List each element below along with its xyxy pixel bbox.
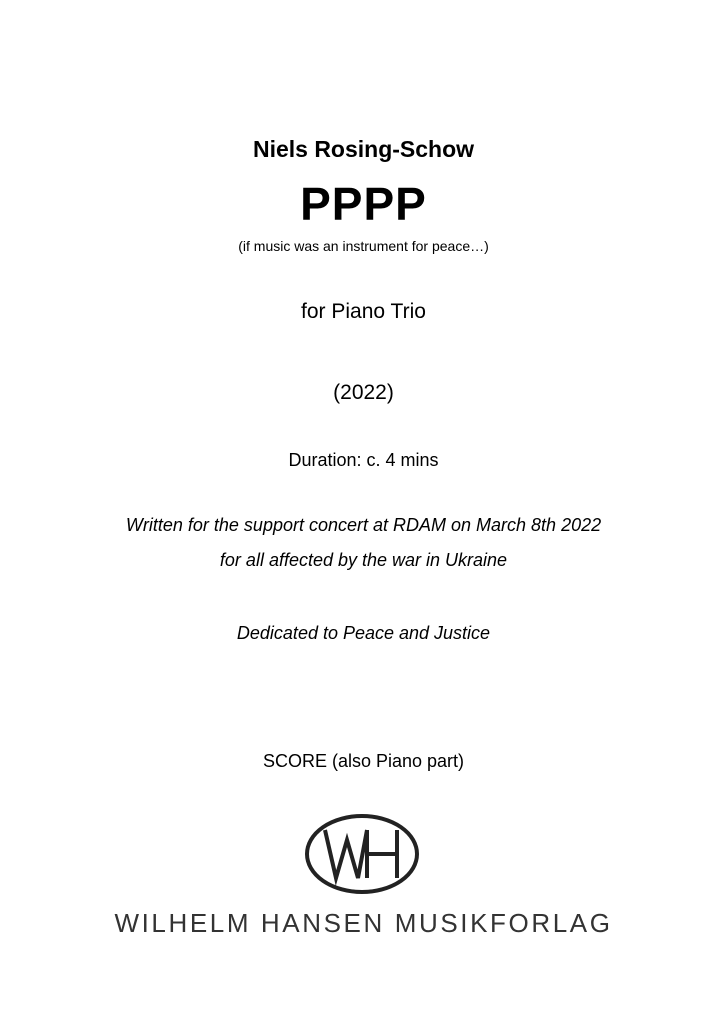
duration: Duration: c. 4 mins [288, 450, 439, 470]
work-subtitle: (if music was an instrument for peace…) [238, 238, 489, 254]
dedication-line-3: Dedicated to Peace and Justice [236, 623, 491, 643]
score-note: SCORE (also Piano part) [262, 751, 465, 771]
work-title: PPPP [300, 178, 427, 230]
composition-year: (2022) [333, 381, 394, 404]
dedication-line-2: for all affected by the war in Ukraine [219, 550, 508, 570]
instrumentation: for Piano Trio [301, 300, 426, 323]
composer-name: Niels Rosing-Schow [252, 136, 475, 162]
publisher-name: WILHELM HANSEN MUSIKFORLAG [114, 908, 613, 938]
publisher-logo [303, 812, 421, 896]
dedication-line-1: Written for the support concert at RDAM on March 8th 2022 [125, 515, 602, 535]
